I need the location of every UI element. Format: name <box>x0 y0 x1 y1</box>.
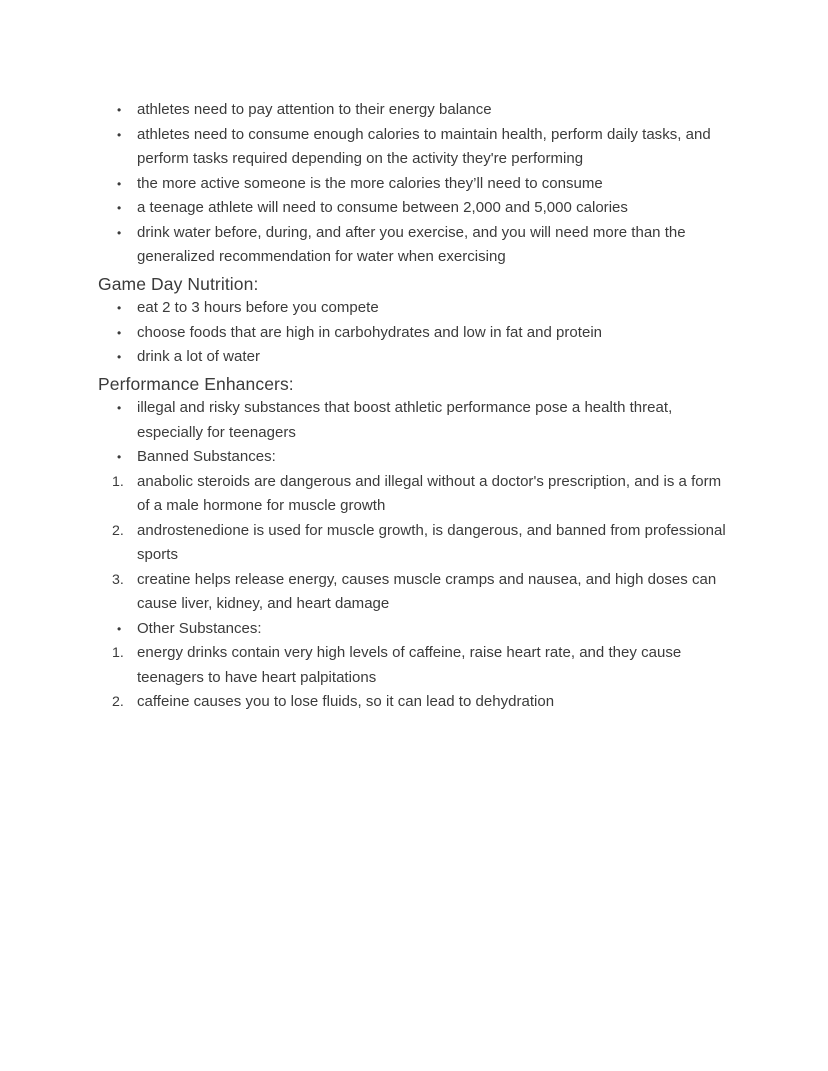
list-item <box>98 172 726 197</box>
list-item <box>98 196 726 221</box>
bullet-icon: • <box>117 176 122 191</box>
list-item <box>98 98 726 123</box>
list-item <box>98 345 726 370</box>
list-item-text: illegal and risky substances that boost athletic performance pose a health threat, especially for teenagers <box>137 399 673 441</box>
list-item-text: anabolic steroids are dangerous and illegal without a doctor's prescription, and is a form of a male hormone for muscle growth <box>137 472 722 515</box>
list-item-text: drink a lot of water <box>137 348 260 366</box>
bullet-icon: • <box>117 401 122 416</box>
performance-enhancers-bullet-list <box>98 396 726 470</box>
list-item <box>98 221 726 270</box>
list-item <box>98 641 726 690</box>
heading-game-day-nutrition: Game Day Nutrition: <box>98 273 259 294</box>
document-body <box>98 98 726 715</box>
list-item <box>98 123 726 172</box>
bullet-icon: • <box>117 450 122 465</box>
heading-performance-enhancers: Performance Enhancers: <box>98 373 294 394</box>
list-number-marker: 2. <box>112 694 124 711</box>
list-item-text: athletes need to pay attention to their energy balance <box>137 101 492 118</box>
list-number-marker: 1. <box>112 473 124 490</box>
bullet-icon: • <box>117 350 122 365</box>
list-item-text: creatine helps release energy, causes muscle cramps and nausea, and high doses can cause liver, kidney, and heart damage <box>137 570 717 613</box>
list-item-text: energy drinks contain very high levels of caffeine, raise heart rate, and they cause teenagers to have heart palpitations <box>137 644 682 686</box>
list-item-text: caffeine causes you to lose fluids, so it can lead to dehydration <box>137 693 555 711</box>
list-item-text: Banned Substances: <box>137 448 276 466</box>
list-item-text: drink water before, during, and after you exercise, and you will need more than the generalized recommendation for water when exercising <box>137 223 686 265</box>
list-item-text: a teenage athlete will need to consume between 2,000 and 5,000 calories <box>137 199 628 216</box>
list-item-text: the more active someone is the more calories they’ll need to consume <box>137 174 603 192</box>
bullet-icon: • <box>117 201 122 215</box>
other-substances-numbered-list <box>98 641 726 715</box>
bullet-icon: • <box>117 225 122 240</box>
list-item <box>98 296 726 321</box>
list-number-marker: 1. <box>112 645 124 662</box>
game-day-bullet-list <box>98 296 726 370</box>
list-number-marker: 3. <box>112 571 124 588</box>
list-item-text: androstenedione is used for muscle growth, is dangerous, and banned from professional sports <box>137 521 726 564</box>
list-item <box>98 396 726 445</box>
list-item-banned-substances <box>98 445 726 470</box>
bullet-icon: • <box>117 301 122 316</box>
other-substances-bullet-list <box>98 617 726 642</box>
list-item-text: eat 2 to 3 hours before you compete <box>137 299 379 317</box>
bullet-icon: • <box>117 127 122 142</box>
nutrition-bullet-list <box>98 98 726 270</box>
list-item-text: Other Substances: <box>137 619 262 637</box>
list-item <box>98 470 726 519</box>
bullet-icon: • <box>117 103 122 117</box>
list-number-marker: 2. <box>112 522 124 539</box>
list-item <box>98 519 726 568</box>
bullet-icon: • <box>117 621 122 636</box>
list-item <box>98 690 726 715</box>
list-item-other-substances <box>98 617 726 642</box>
list-item-text: athletes need to consume enough calories to maintain health, perform daily tasks, and perform tasks required depending on the activity they're performing <box>137 125 711 167</box>
bullet-icon: • <box>117 325 122 340</box>
list-item <box>98 568 726 617</box>
list-item <box>98 321 726 346</box>
list-item-text: choose foods that are high in carbohydrates and low in fat and protein <box>137 323 603 341</box>
banned-substances-numbered-list <box>98 470 726 617</box>
